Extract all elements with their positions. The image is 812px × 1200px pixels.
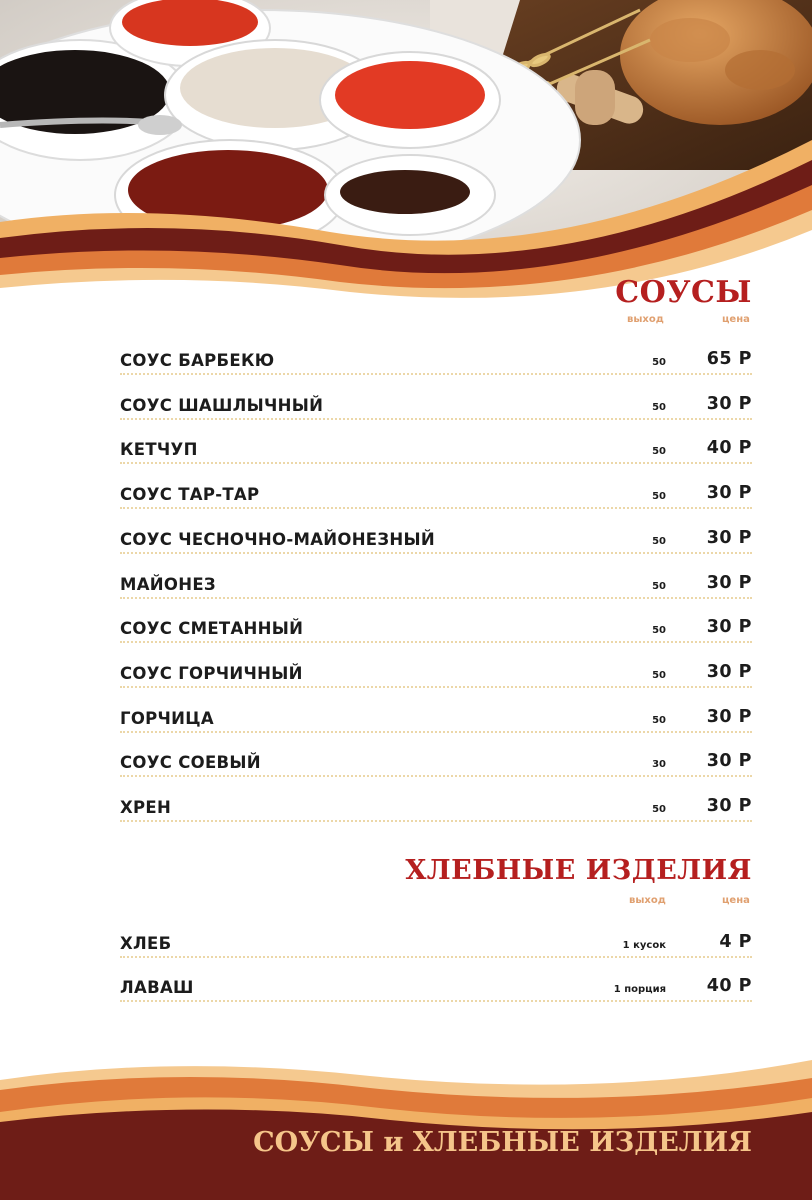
dotted-leader xyxy=(120,462,752,464)
menu-item-row xyxy=(120,438,752,464)
menu-item-row xyxy=(120,796,752,822)
item-name: ГОРЧИЦА xyxy=(120,708,214,728)
item-price: 40 Р xyxy=(706,438,752,459)
item-qty: 50 xyxy=(652,535,666,547)
item-name: МАЙОНЕЗ xyxy=(120,574,216,594)
menu-item-row xyxy=(120,573,752,599)
item-name: СОУС ШАШЛЫЧНЫЙ xyxy=(120,395,324,415)
dotted-leader xyxy=(120,731,752,733)
menu-item-row xyxy=(120,662,752,688)
item-qty: 50 xyxy=(652,625,666,637)
item-qty: 50 xyxy=(652,669,666,681)
item-qty: 50 xyxy=(652,446,666,458)
menu-item-row xyxy=(120,349,752,375)
item-price: 4 Р xyxy=(719,932,752,952)
dotted-leader xyxy=(120,641,752,643)
item-qty: 50 xyxy=(652,714,666,726)
item-qty: 50 xyxy=(652,401,666,413)
sauces-qty-header: выход xyxy=(627,314,664,325)
dotted-leader xyxy=(120,775,752,777)
bread-qty-header: выход xyxy=(629,895,666,906)
item-qty: 50 xyxy=(652,580,666,592)
item-name: СОУС СМЕТАННЫЙ xyxy=(120,619,304,639)
item-price: 30 Р xyxy=(706,661,752,682)
menu-item-row xyxy=(120,707,752,733)
menu-item-row xyxy=(120,528,752,554)
item-qty: 1 кусок xyxy=(622,940,666,951)
dotted-leader xyxy=(120,507,752,509)
item-qty: 50 xyxy=(652,804,666,815)
bread-title: ХЛЕБНЫЕ ИЗДЕЛИЯ xyxy=(405,855,752,886)
sauces-price-header: цена xyxy=(722,314,750,325)
menu-item-row xyxy=(120,394,752,420)
item-name: КЕТЧУП xyxy=(120,440,198,460)
item-name: ХРЕН xyxy=(120,798,172,817)
dotted-leader xyxy=(120,686,752,688)
item-name: СОУС ЧЕСНОЧНО-МАЙОНЕЗНЫЙ xyxy=(120,529,436,549)
dotted-leader xyxy=(120,956,752,958)
menu-item-row xyxy=(120,483,752,509)
item-price: 30 Р xyxy=(706,617,752,638)
footer-title: СОУСЫ и ХЛЕБНЫЕ ИЗДЕЛИЯ xyxy=(253,1127,752,1158)
bread-price-header: цена xyxy=(722,895,750,906)
hero-image xyxy=(0,0,812,310)
item-price: 30 Р xyxy=(706,483,752,504)
item-qty: 1 порция xyxy=(613,984,666,995)
item-name: ХЛЕБ xyxy=(120,934,172,953)
dotted-leader xyxy=(120,820,752,822)
menu-item-row xyxy=(120,617,752,643)
menu-item-row xyxy=(120,751,752,777)
dotted-leader xyxy=(120,418,752,420)
item-price: 65 Р xyxy=(706,349,752,369)
dotted-leader xyxy=(120,597,752,599)
item-price: 30 Р xyxy=(706,527,752,548)
dotted-leader xyxy=(120,373,752,375)
item-price: 30 Р xyxy=(706,751,752,772)
item-name: СОУС СОЕВЫЙ xyxy=(120,753,261,773)
menu-item-row xyxy=(120,976,752,1002)
item-qty: 50 xyxy=(652,491,666,503)
item-qty: 30 xyxy=(652,759,666,771)
item-qty: 50 xyxy=(652,357,666,368)
footer-wave-decoration xyxy=(0,1050,812,1200)
item-name: СОУС БАРБЕКЮ xyxy=(120,351,275,370)
item-name: СОУС ГОРЧИЧНЫЙ xyxy=(120,663,303,683)
item-price: 30 Р xyxy=(706,706,752,727)
item-price: 40 Р xyxy=(706,976,752,996)
item-price: 30 Р xyxy=(706,393,752,414)
menu-item-row xyxy=(120,932,752,958)
sauces-title: СОУСЫ xyxy=(615,275,752,310)
item-price: 30 Р xyxy=(706,796,752,816)
dotted-leader xyxy=(120,1000,752,1002)
item-name: СОУС ТАР-ТАР xyxy=(120,485,260,505)
item-price: 30 Р xyxy=(706,572,752,593)
dotted-leader xyxy=(120,552,752,554)
item-name: ЛАВАШ xyxy=(120,978,194,997)
